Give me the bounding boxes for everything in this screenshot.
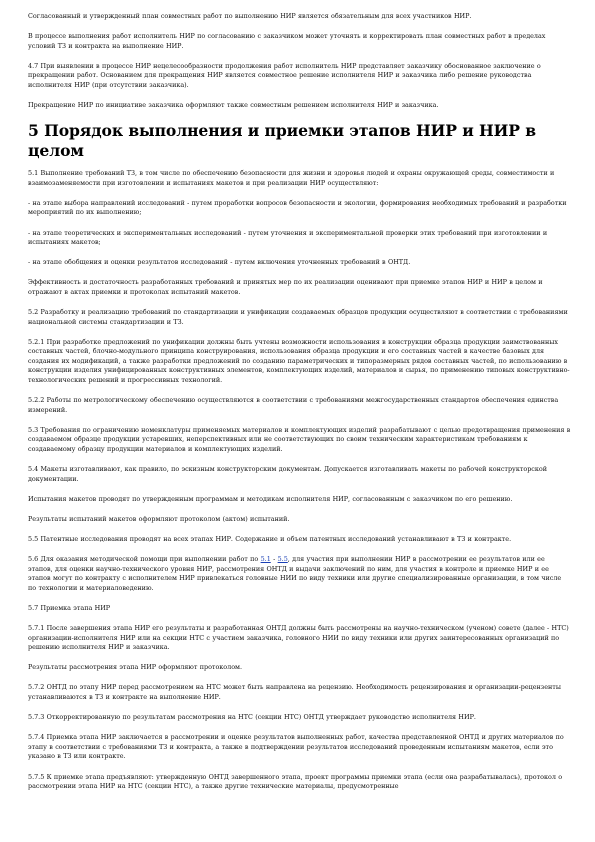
paragraph: 5.4 Макеты изготавливают, как правило, по эскизным конструкторским документам. Допускается изготавливать макеты по рабочей конструкторской документации. (28, 465, 547, 483)
paragraph: 5.2.1 При разработке предложений по унификации должны быть учтены возможности использования в конструкции образца продукции заимствованных составных частей, блочно-модульного принципа конструирования, использования образца продукции и его составных частей в качестве базовых для создания их модификаций, а также разработки предложений по созданию параметрических и типоразмерных рядов составных частей, по использованию в конструкции изделия унифицированных конструктивных элементов, комплектующих изделий, материалов и сырья, по применению типовых конструктивно-технологических решений и прогрессивных технологий. (28, 337, 570, 385)
paragraph: - на этапе выбора направлений исследований - путем проработки вопросов безопасности и экологии, формирования необходимых требований и разработки мероприятий по их выполнению; (28, 198, 567, 217)
paragraph: 4.7 При выявлении в процессе НИР нецелесообразности продолжения работ исполнитель НИР представляет заказчику обоснованное заключение о прекращении работ. Основанием для прекращения НИР является совместное решение исполнителя НИР и заказчика либо решение руководства исполнителя НИР (при отсутствии заказчика). (28, 61, 541, 89)
paragraph: 5.7.1 После завершения этапа НИР его результаты и разработанная ОНТД должны быть рассмотрены на научно-техническом (ученом) совете (далее - НТС) организации-исполнителя НИР или на секции НТС с участием заказчика, головного НИИ по виду техники или других заинтересованных организаций по решению исполнителя НИР и заказчика. (28, 624, 569, 652)
section-body (28, 169, 571, 792)
paragraph: 5.7.3 Откорректированную по результатам рассмотрения на НТС (секции НТС) ОНТД утверждает руководство исполнителя НИР. (28, 713, 476, 722)
paragraph: 5.7.5 К приемке этапа предъявляют: утвержденную ОНТД завершенного этапа, проект программы приемки этапа (если она разрабатывалась), протокол о рассмотрении этапа НИР на НТС (секции НТС), а также другие технические материалы, предусмотренные (28, 772, 563, 791)
paragraph-text: 5.6 Для оказания методической помощи при выполнении работ по (28, 555, 261, 564)
paragraph: 5.7.4 Приемка этапа НИР заключается в рассмотрении и оценке результатов выполненных работ, качества представленной ОНТД и других материалов по этапу в соответствии с требованиями ТЗ и контракта, а также в подтверждении результатов исследований проведенным испытаниям макетов, если это указано в ТЗ или контракте. (28, 733, 564, 761)
paragraph: 5.1 Выполнение требований ТЗ, в том числе по обеспечению безопасности для жизни и здоровья людей и охраны окружающей среды, совместимости и взаимозаменяемости при изготовлении и испытаниях макетов и при реализации НИР осуществляют: (28, 169, 555, 187)
paragraph: - на этапе обобщения и оценки результатов исследований - путем включения уточненных требований в ОНТД. (28, 258, 411, 267)
paragraph: 5.5 Патентные исследования проводят на всех этапах НИР. Содержание и объем патентных исследований устанавливают в ТЗ и контракте. (28, 535, 512, 543)
paragraph: 5.3 Требования по ограничению номенклатуры применяемых материалов и комплектующих изделий разрабатывают с целью предотвращения применения в создаваемом образце продукции устаревших, неперспективных или не соответствующих по своим техническим характеристикам требованиям к создаваемому образцу продукции материалов и комплектующих изделий. (28, 425, 571, 454)
paragraph: Прекращение НИР по инициативе заказчика оформляют также совместным решением исполнителя НИР и заказчика. (28, 101, 439, 110)
paragraph: 5.7.2 ОНТД по этапу НИР перед рассмотрением на НТС может быть направлена на рецензию. Необходимость рецензирования и организации-рецензенты устанавливаются в ТЗ и контракте на выполнение НИР. (28, 683, 561, 702)
section-heading: 5 Порядок выполнения и приемки этапов НИР и НИР в целом (28, 121, 536, 161)
paragraph: Результаты рассмотрения этапа НИР оформляют протоколом. (28, 663, 243, 672)
paragraph-text: , для участия при выполнении НИР в рассмотрении ее результатов или ее этапов, для оценки научно-технического уровня НИР, рассмотрения ОНТД и выдачи заключений по ним, для участия в контроле и приемке НИР и ее этапов могут по контракту с исполнителем НИР привлекаться головные НИИ по виду техники или другие специализированные организации, в том числе по технологии и материаловедению. (28, 555, 562, 592)
paragraph-text: - (270, 555, 278, 564)
clause-link-5-1[interactable]: 5.1 (260, 555, 271, 564)
paragraph-5-6 (28, 555, 571, 593)
top-paragraphs (28, 12, 571, 111)
paragraph: Испытания макетов проводят по утвержденным программам и методикам исполнителя НИР, согласованным с заказчиком по его решению. (28, 494, 513, 503)
paragraph: Согласованный и утвержденный план совместных работ по выполнению НИР является обязательным для всех участников НИР. (28, 12, 472, 20)
paragraph: Эффективность и достаточность разработанных требований и принятых мер по их реализации оценивают при приемке этапов НИР и НИР в целом и отражают в актах приемки и протоколах испытаний макетов. (28, 278, 543, 296)
clause-link-5-5[interactable]: 5.5 (277, 555, 288, 564)
paragraph: Результаты испытаний макетов оформляют протоколом (актом) испытаний. (28, 514, 290, 523)
paragraph: 5.2 Разработку и реализацию требований по стандартизации и унификации создаваемых образцов продукции осуществляют в соответствии с требованиями национальной системы стандартизации и ТЗ. (28, 308, 568, 326)
paragraph: 5.2.2 Работы по метрологическому обеспечению осуществляются в соответствии с требованиями межгосударственных стандартов обеспечения единства измерений. (28, 396, 559, 414)
paragraph: - на этапе теоретических и экспериментальных исследований - путем уточнения и экспериментальной проверки этих требований при изготовлении и испытаниях макетов; (28, 228, 548, 247)
paragraph: В процессе выполнения работ исполнитель НИР по согласованию с заказчиком может уточнять и корректировать план совместных работ в пределах условий ТЗ и контракта на выполнение НИР. (28, 32, 546, 50)
paragraph: 5.7 Приемка этапа НИР (28, 603, 111, 612)
